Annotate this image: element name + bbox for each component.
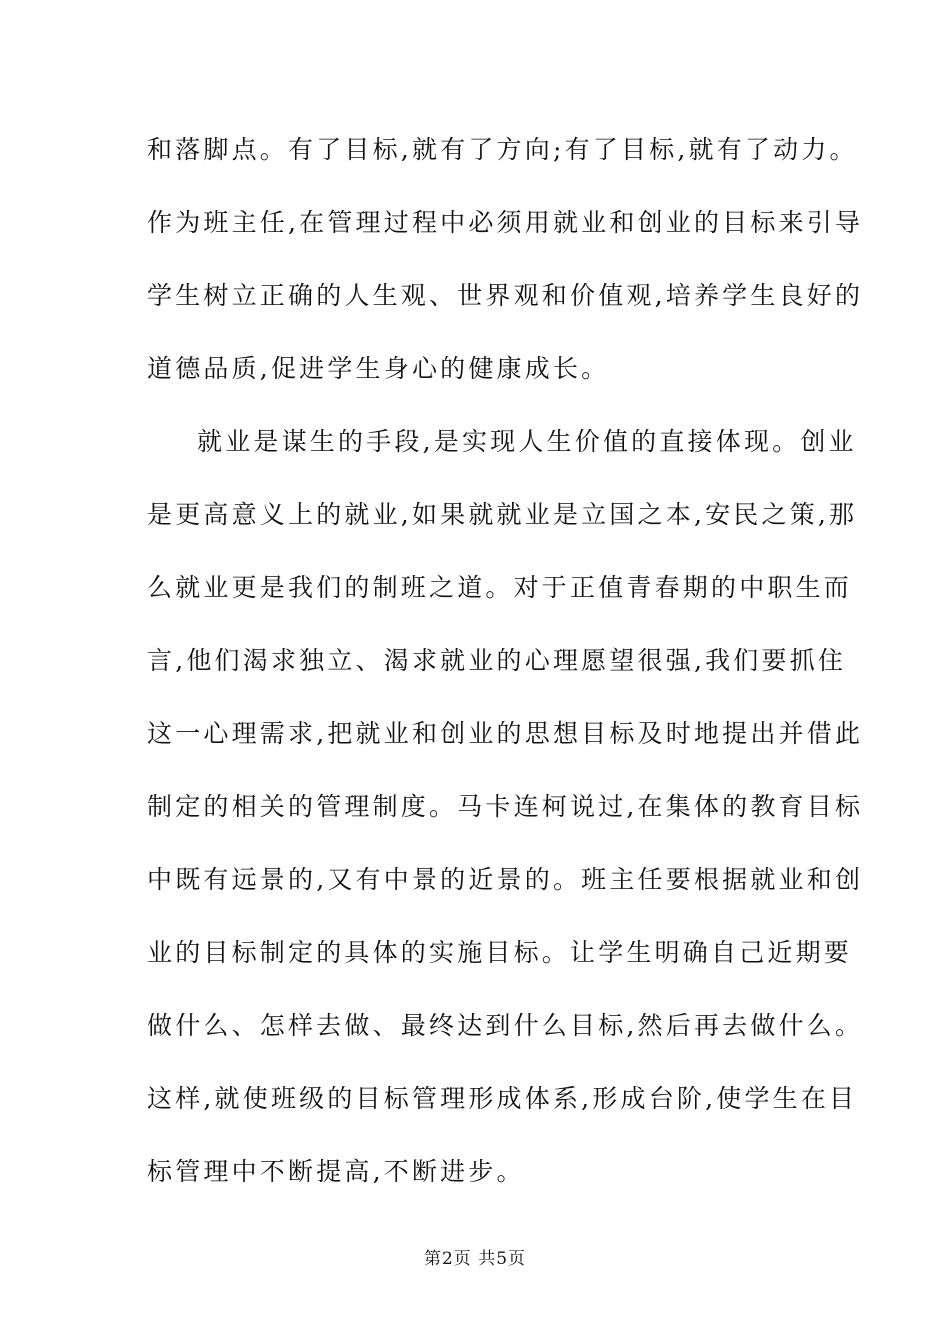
paragraph-first-line: 就业是谋生的手段,是实现人生价值的直接体现。创业 (197, 427, 857, 456)
text-line: 标管理中不断提高,不断进步。 (147, 1157, 525, 1186)
text-line: 和落脚点。有了目标,就有了方向;有了目标,就有了动力。 (147, 135, 858, 164)
text-line: 制定的相关的管理制度。马卡连柯说过,在集体的教育目标 (147, 792, 864, 821)
text-line: 是更高意义上的就业,如果就就业是立国之本,安民之策,那 (147, 500, 858, 529)
text-line: 么就业更是我们的制班之道。对于正值青春期的中职生而 (147, 573, 853, 602)
body-text (147, 132, 864, 1227)
page-number-footer: 第2页 共5页 (423, 1249, 527, 1269)
text-line: 做什么、怎样去做、最终达到什么目标,然后再去做什么。 (147, 1011, 864, 1040)
text-line: 这样,就使班级的目标管理形成体系,形成台阶,使学生在目 (147, 1084, 858, 1113)
text-line: 学生树立正确的人生观、世界观和价值观,培养学生良好的 (147, 281, 864, 310)
text-line: 道德品质,促进学生身心的健康成长。 (147, 354, 610, 383)
text-line: 这一心理需求,把就业和创业的思想目标及时地提出并借此 (147, 719, 864, 748)
text-line: 中既有远景的,又有中景的近景的。班主任要根据就业和创 (147, 865, 864, 894)
text-line: 言,他们渴求独立、渴求就业的心理愿望很强,我们要抓住 (147, 646, 847, 675)
text-line: 业的目标制定的具体的实施目标。让学生明确自己近期要 (147, 938, 853, 967)
text-line: 作为班主任,在管理过程中必须用就业和创业的目标来引导 (147, 208, 864, 237)
